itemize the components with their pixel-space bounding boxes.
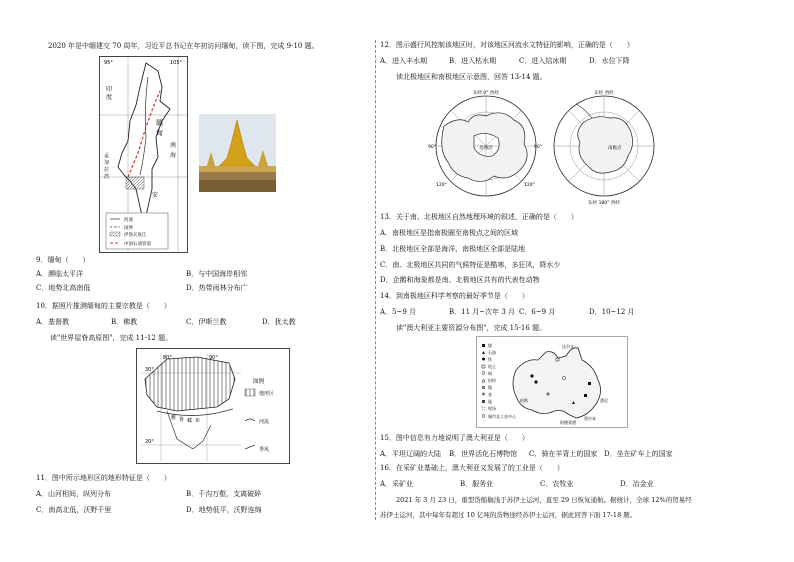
legend-river: 河流 bbox=[124, 218, 133, 223]
pagoda-photo bbox=[199, 114, 276, 192]
legend-manganese: 锰 bbox=[488, 399, 492, 404]
legend-copper: 铜 bbox=[488, 371, 492, 376]
q16-option-a[interactable]: A．采矿业 bbox=[380, 480, 414, 488]
q9-option-c[interactable]: C．地势北高南低 bbox=[36, 284, 91, 292]
q11-stem: 11．图中所示地形区的地形特征是（ ） bbox=[36, 474, 171, 482]
q16-stem: 16．在采矿业基础上，澳大利亚又发展了的工业是（ ） bbox=[380, 464, 564, 472]
legend-coal-symbol bbox=[482, 344, 485, 347]
legend-gold: 金 bbox=[488, 392, 492, 397]
north-120-left: 120° bbox=[436, 183, 447, 188]
myanmar-map-svg bbox=[100, 57, 187, 252]
map2-legend-title: 图例 bbox=[253, 379, 265, 385]
plateau-region bbox=[145, 357, 235, 411]
q16-option-d[interactable]: D．冶金业 bbox=[620, 480, 654, 488]
q14-stem: 14．到南极地区科学考察的最好季节是（ ） bbox=[380, 292, 529, 300]
north-right-label: 90° bbox=[534, 145, 542, 150]
legend-coal: 煤 bbox=[488, 343, 492, 348]
q9-option-d[interactable]: D．热带雨林分布广 bbox=[186, 284, 248, 292]
city-darwin: 达尔文 bbox=[562, 344, 574, 349]
legend-monsoon: 季风 bbox=[259, 447, 270, 453]
legend-delta-symbol bbox=[110, 232, 120, 236]
city-melbourne: 墨尔本 bbox=[584, 416, 596, 421]
city-sydney: 悉尼 bbox=[600, 398, 608, 403]
legend-terrain: 地形区 bbox=[259, 391, 275, 397]
lat-20-label: 20° bbox=[145, 439, 154, 445]
label-bay-1: 孟 bbox=[104, 153, 110, 159]
q14-option-b[interactable]: B．11 月~次年 3 月 bbox=[449, 308, 516, 316]
australia-map-svg bbox=[476, 336, 628, 428]
q9-option-a[interactable]: A．濒临太平洋 bbox=[36, 270, 84, 278]
river-label-4: 布 bbox=[195, 418, 201, 424]
q12-stem: 12．图示盛行风控制该地区时，对该地区河流水文特征的影响，正确的是（ ） bbox=[380, 41, 634, 49]
legend-city: 城市及工业中心 bbox=[488, 414, 516, 419]
q11-option-c[interactable]: C．南高北低，沃野千里 bbox=[36, 506, 112, 514]
lon-80-label: 80° bbox=[163, 355, 172, 361]
plateau-map-svg bbox=[137, 349, 289, 463]
legend-pasture: 牧场 bbox=[488, 406, 496, 411]
label-myanmar-2: 甸 bbox=[156, 129, 163, 137]
q12-option-a[interactable]: A．进入丰水期 bbox=[380, 57, 428, 65]
q12-option-d[interactable]: D．水位下降 bbox=[589, 57, 630, 65]
label-bay-2: 加 bbox=[104, 160, 110, 166]
south-top-label: 东经 西经 bbox=[594, 91, 614, 96]
q14-option-c[interactable]: C．6~9 月 bbox=[519, 308, 556, 316]
courtyard bbox=[199, 180, 276, 192]
q10-option-d[interactable]: D．犹太教 bbox=[262, 318, 296, 326]
gold-deposit bbox=[546, 392, 549, 395]
arctic-ocean-label: 北冰洋 bbox=[479, 146, 493, 151]
q16-option-b[interactable]: B．服务业 bbox=[460, 480, 494, 488]
polar-maps-svg bbox=[424, 86, 664, 206]
label-india-1: 印 bbox=[106, 86, 113, 93]
australia-map bbox=[476, 336, 628, 428]
q11-option-b[interactable]: B．千沟万壑，支离破碎 bbox=[186, 490, 262, 498]
legend-irrawaddy: 伊洛瓦底江 bbox=[124, 233, 147, 238]
north-top-label: 东经 0° 西经 bbox=[473, 91, 499, 96]
lon-90-label: 90° bbox=[209, 355, 218, 361]
north-120-right: 120° bbox=[524, 183, 535, 188]
q10-option-c[interactable]: C．伊斯兰教 bbox=[186, 318, 227, 326]
intro-9-10: 2020 年是中缅建交 70 周年，习近平总书记在年初访问缅甸，读下图，完成 9-10 题。 bbox=[48, 42, 319, 50]
q11-option-a[interactable]: A．山河相间，纵列分布 bbox=[36, 490, 112, 498]
intro-15-16: 读"澳大利亚主要资源分布图"，完成 15-16 题。 bbox=[396, 324, 547, 332]
q15-stem: 15．图中信息有力地说明了澳大利亚是（ ） bbox=[380, 434, 529, 442]
q10-stem: 10．据照片推测缅甸的主要宗教是（ ） bbox=[36, 302, 171, 310]
label-andaman: 安 bbox=[152, 192, 159, 199]
q15-option-a[interactable]: A．平坦辽阔的大陆 bbox=[380, 450, 442, 458]
q13-option-c[interactable]: C．南、北极地区共同的气候特征是酷寒，多狂风，降水少 bbox=[380, 261, 561, 269]
intro-11-12: 读"世界屋脊高原图"，完成 11-12 题。 bbox=[50, 334, 173, 342]
legend-river-2: 河流 bbox=[259, 419, 270, 425]
pagoda-photo-svg bbox=[199, 114, 276, 192]
delta-area bbox=[126, 177, 144, 189]
lon-95-label: 95° bbox=[104, 60, 113, 66]
q15-option-c[interactable]: C．骑在羊背上的国家 bbox=[529, 450, 598, 458]
antarctic-peninsula bbox=[576, 104, 592, 118]
q16-option-c[interactable]: C．农牧业 bbox=[540, 480, 574, 488]
legend-terrain-symbol bbox=[245, 389, 255, 396]
legend-iron: 铁 bbox=[488, 357, 492, 362]
q15-option-d[interactable]: D．坐在矿车上的国家 bbox=[604, 450, 673, 458]
q10-option-b[interactable]: B．佛教 bbox=[111, 318, 138, 326]
q15-option-b[interactable]: B．世界活化石博物馆 bbox=[449, 450, 518, 458]
legend-gold-symbol bbox=[482, 393, 485, 396]
myanmar-outline bbox=[118, 63, 170, 225]
legend-pipeline: 中国石油管道 bbox=[124, 242, 151, 247]
coal-deposit-2 bbox=[584, 394, 587, 397]
label-bay-3: 拉 bbox=[104, 167, 110, 173]
legend-river-symbol-2 bbox=[245, 419, 255, 421]
q14-option-a[interactable]: A．5~9 月 bbox=[380, 308, 417, 316]
irrawaddy-river bbox=[140, 77, 148, 175]
q13-stem: 13．关于南、北极地区自然地理环境的叙述，正确的是（ ） bbox=[380, 213, 578, 221]
river-label-1: 雅 bbox=[171, 415, 177, 421]
river-label-2: 鲁 bbox=[179, 417, 185, 423]
q9-option-b[interactable]: B．与中国海岸相邻 bbox=[186, 270, 248, 278]
iron-deposit bbox=[530, 374, 533, 377]
q13-option-d[interactable]: D．企鹅和海象都是南、北极地区共有的代表性动物 bbox=[380, 276, 540, 284]
river-label-3: 藏 bbox=[187, 418, 193, 424]
q10-option-a[interactable]: A．基督教 bbox=[36, 318, 70, 326]
q14-option-d[interactable]: D．10~12 月 bbox=[589, 308, 635, 316]
legend-bauxite: 铝土 bbox=[488, 364, 496, 369]
label-scs-1: 南 bbox=[170, 142, 177, 149]
south-bottom-label: 东经 180° 西经 bbox=[588, 201, 620, 206]
south-pole-label: 南极点 bbox=[608, 146, 622, 151]
q12-option-c[interactable]: C．进入结冰期 bbox=[519, 57, 567, 65]
city-perth: 珀斯 bbox=[520, 398, 528, 403]
legend-nickel-symbol bbox=[482, 386, 485, 389]
coal-deposit bbox=[588, 382, 591, 385]
label-bay-4: 湾 bbox=[104, 174, 110, 180]
label-india-2: 度 bbox=[106, 94, 113, 101]
legend-nickel: 镍 bbox=[488, 385, 492, 390]
legend-oil: 石油 bbox=[488, 350, 496, 355]
legend-iron-symbol bbox=[482, 358, 485, 361]
q11-option-d[interactable]: D．地势低平，沃野连绵 bbox=[186, 506, 262, 514]
lat-30-label: 30° bbox=[145, 367, 154, 373]
q13-option-a[interactable]: A．南极地区是指南极圈至南极点之间的区域 bbox=[380, 229, 519, 237]
north-left-label: 90° bbox=[428, 145, 436, 150]
lon-105-label: 105° bbox=[170, 60, 183, 66]
intro-17-18-line2: 苏伊士运河，其中每年有超过 10 亿吨的货物途经苏伊士运河，据此回答下面 17-18 题。 bbox=[380, 511, 637, 519]
label-scs-2: 海 bbox=[170, 152, 177, 159]
city-adelaide: 阿德莱德 bbox=[560, 420, 576, 425]
intro-17-18-line1: 2021 年 3 月 23 日，重型货船搁浅于苏伊士运河，直至 29 日恢复通航。据统计，全球 12%的贸易经 bbox=[396, 496, 692, 504]
iron-deposit-2 bbox=[534, 380, 537, 383]
polar-maps bbox=[424, 86, 664, 206]
plateau-map bbox=[136, 348, 290, 464]
q9-stem: 9．缅甸（ ） bbox=[36, 256, 90, 264]
legend-monsoon-symbol bbox=[245, 445, 255, 449]
intro-13-14: 读北极地区和南极地区示意图，回答 13-14 题。 bbox=[396, 73, 547, 81]
myanmar-map bbox=[99, 56, 188, 253]
label-myanmar-1: 缅 bbox=[156, 119, 163, 127]
legend-manganese-symbol bbox=[482, 400, 485, 403]
legend-border: 国界 bbox=[124, 226, 133, 231]
column-divider bbox=[375, 40, 376, 520]
antarctica-landmass bbox=[578, 117, 633, 173]
q13-option-b[interactable]: B．北极地区全部是海洋，南极地区全部是陆地 bbox=[380, 245, 526, 253]
temple-base bbox=[199, 166, 276, 172]
legend-leadzinc: 铅锌 bbox=[488, 378, 496, 383]
q12-option-b[interactable]: B．进入枯水期 bbox=[449, 57, 497, 65]
